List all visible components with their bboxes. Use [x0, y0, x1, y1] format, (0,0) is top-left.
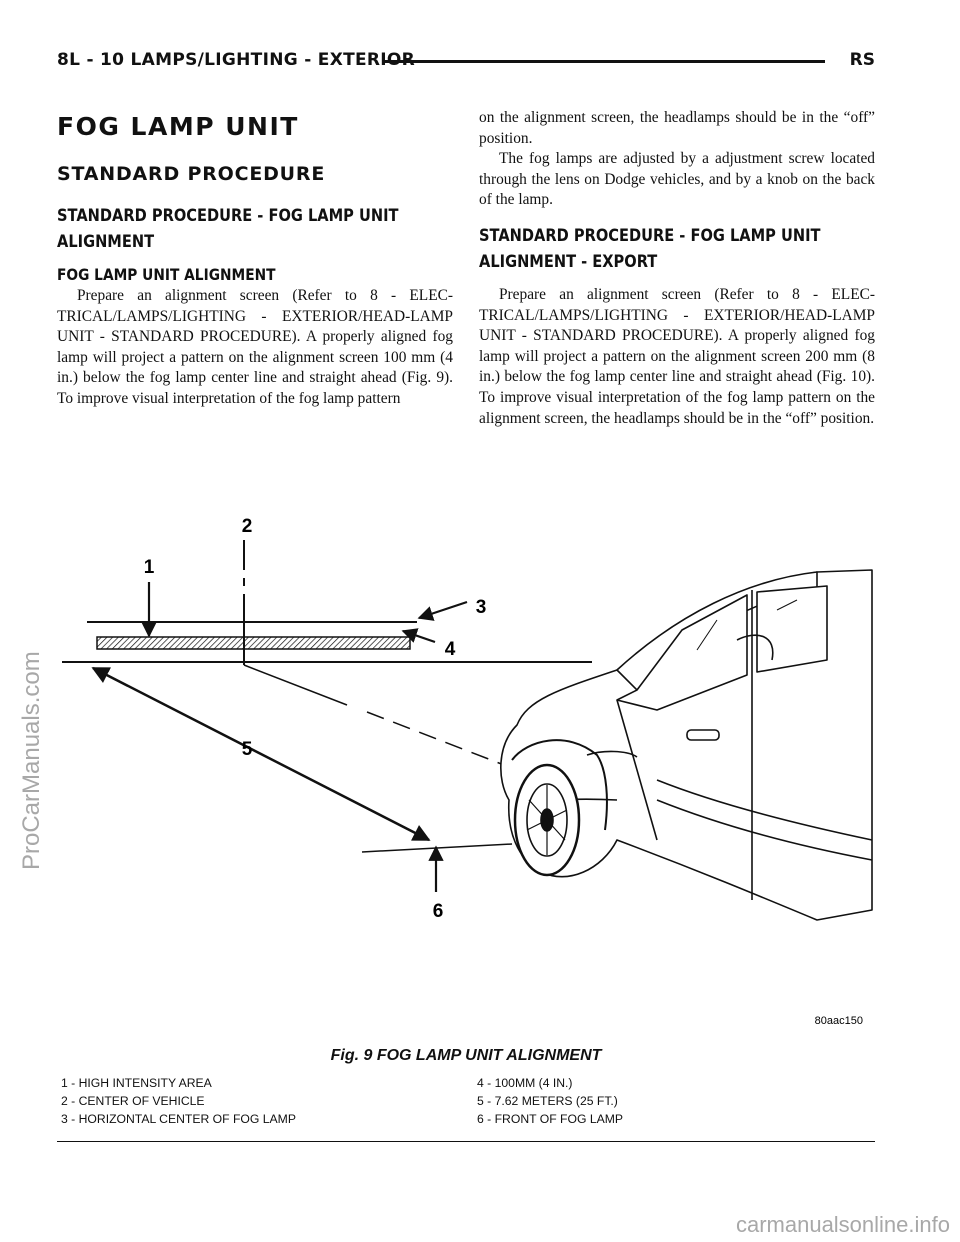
- callout-5: 5: [241, 739, 253, 760]
- page-header: [57, 44, 875, 74]
- legend-item: 5 - 7.62 METERS (25 FT.): [477, 1094, 618, 1108]
- header-code: RS: [849, 50, 875, 70]
- figure-caption: Fig. 9 FOG LAMP UNIT ALIGNMENT: [330, 1047, 602, 1064]
- export-heading-line2: ALIGNMENT - EXPORT: [479, 251, 658, 272]
- left-column: [57, 104, 453, 410]
- section-heading: STANDARD PROCEDURE: [57, 163, 326, 185]
- callout-3-arrow: [419, 602, 467, 618]
- callout-markers: [135, 516, 486, 922]
- header-rule: [383, 60, 825, 63]
- vehicle-illustration: [501, 570, 872, 920]
- bottom-rule: [57, 1141, 875, 1142]
- callout-1: 1: [143, 557, 155, 578]
- header-title: 8L - 10 LAMPS/LIGHTING - EXTERIOR: [57, 50, 416, 70]
- legend-item: 3 - HORIZONTAL CENTER OF FOG LAMP: [61, 1112, 296, 1126]
- procedure-heading: FOG LAMP UNIT ALIGNMENT: [57, 265, 276, 284]
- subsection-heading-line2: ALIGNMENT: [57, 232, 155, 252]
- page-title: FOG LAMP UNIT: [57, 112, 299, 141]
- subsection-heading: [57, 203, 453, 255]
- callout-2: 2: [241, 516, 253, 537]
- legend-item: 1 - HIGH INTENSITY AREA: [61, 1076, 212, 1090]
- procedure-paragraph: Prepare an alignment screen (Refer to 8 - ELEC-TRICAL/LAMPS/LIGHTING - EXTERIOR/HEAD-LAMP UNIT - STANDARD PROCEDURE). A properly aligned fog lamp will project a pattern on the alignment screen 100 mm (4 in.) below the fog lamp center line and straight ahead (Fig. 9). To improve visual interpretation of the fog lamp pattern: [57, 287, 453, 407]
- export-heading-line1: STANDARD PROCEDURE - FOG LAMP UNIT: [479, 225, 821, 246]
- bottom-watermark: carmanualsonline.info: [735, 1212, 950, 1237]
- subsection-heading-line1: STANDARD PROCEDURE - FOG LAMP UNIT: [57, 206, 399, 226]
- right-column: [479, 108, 875, 429]
- export-paragraph: Prepare an alignment screen (Refer to 8 - ELEC-TRICAL/LAMPS/LIGHTING - EXTERIOR/HEAD-LAMP UNIT - STANDARD PROCEDURE). A properly aligned fog lamp will project a pattern on the alignment screen 200 mm (8 in.) below the fog lamp center line and straight ahead (Fig. 10). To improve visual interpretation of the fog lamp pattern on the alignment screen, the headlamps should be in the “off” position.: [479, 285, 875, 427]
- legend-item: 6 - FRONT OF FOG LAMP: [477, 1112, 624, 1126]
- callout-6: 6: [432, 901, 444, 922]
- legend-item: 4 - 100MM (4 IN.): [477, 1076, 573, 1090]
- export-subsection-heading: [479, 223, 875, 275]
- legend-item: 2 - CENTER OF VEHICLE: [61, 1094, 205, 1108]
- callout-3: 3: [475, 597, 487, 618]
- adjustment-paragraph: The fog lamps are adjusted by a adjustment screw located through the lens on Dodge vehicles, and by a knob on the back of the lamp.: [479, 150, 875, 209]
- callout-5-arrow: [93, 668, 429, 840]
- side-watermark: ProCarManuals.com: [18, 651, 45, 870]
- high-intensity-area: [97, 637, 410, 649]
- fog-lamp-alignment-figure: [57, 500, 877, 1040]
- callout-4: 4: [444, 639, 456, 660]
- continued-paragraph: on the alignment screen, the headlamps should be in the “off” position.: [479, 109, 875, 147]
- figure-code: 80aac150: [814, 1015, 863, 1027]
